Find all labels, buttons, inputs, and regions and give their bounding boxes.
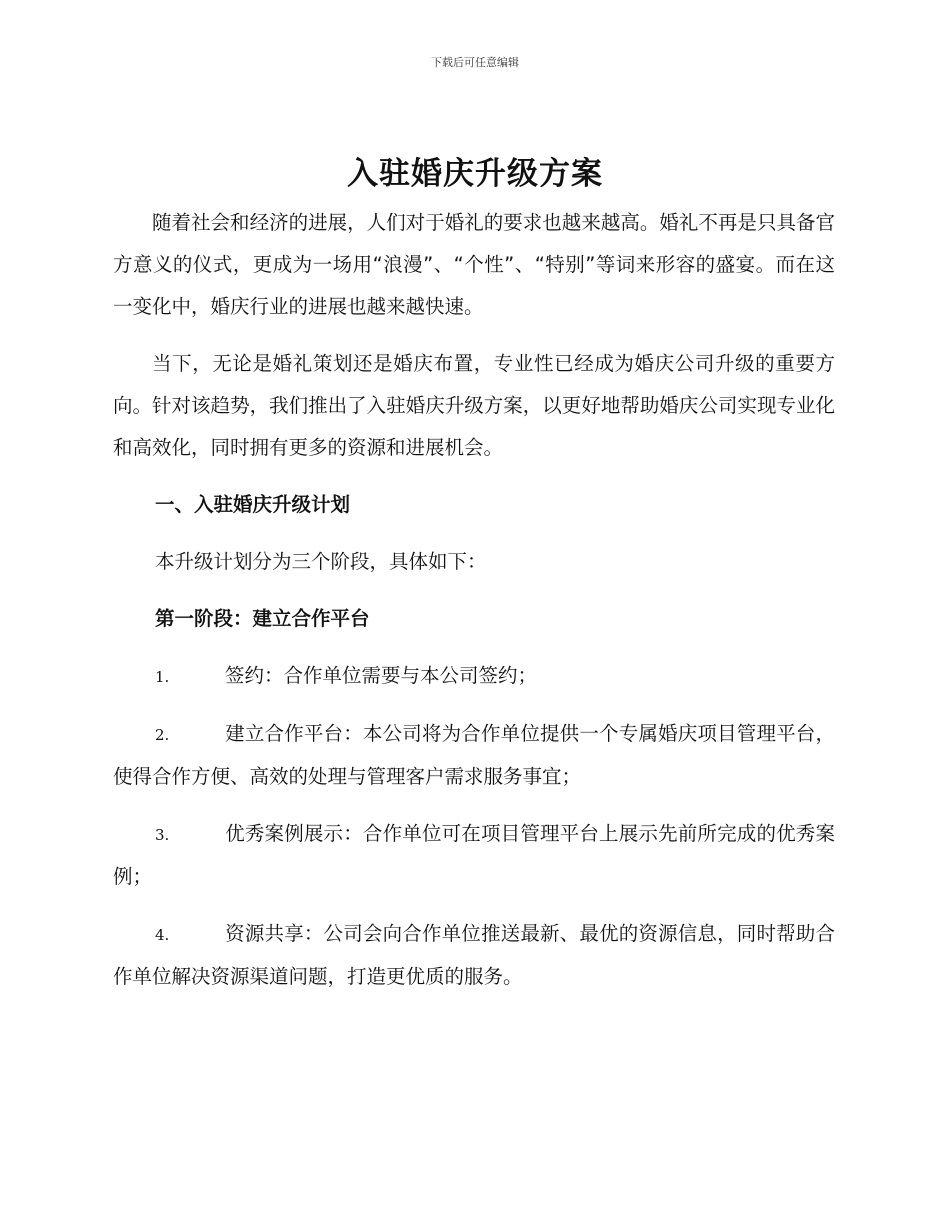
section-heading: 一、入驻婚庆升级计划 xyxy=(155,493,351,516)
list-number: 1. xyxy=(155,668,170,686)
paragraph: 随着社会和经济的进展，人们对于婚礼的要求也越来越高。婚礼不再是只具备官方意义的仪式，更成为一场用“浪漫”、“个性”、“特别”等词来形容的盛宴。而在这一变化中，婚庆行业的进展也越来越快速。 xyxy=(113,211,835,318)
list-item xyxy=(113,913,835,998)
paragraph: 当下，无论是婚礼策划还是婚庆布置，专业性已经成为婚庆公司升级的重要方向。针对该趋势，我们推出了入驻婚庆升级方案，以更好地帮助婚庆公司实现专业化和高效化，同时拥有更多的资源和进展机会。 xyxy=(113,352,835,459)
list-item xyxy=(113,813,835,898)
list-number: 2. xyxy=(155,726,170,744)
list-number: 4. xyxy=(155,926,170,944)
list-item xyxy=(113,655,835,698)
list-text: 资源共享：公司会向合作单位推送最新、最优的资源信息，同时帮助合作单位解决资源渠道问题，打造更优质的服务。 xyxy=(113,922,835,988)
document-title: 入驻婚庆升级方案 xyxy=(347,156,603,192)
list-text: 签约：合作单位需要与本公司签约； xyxy=(225,664,538,687)
list-text: 建立合作平台：本公司将为合作单位提供一个专属婚庆项目管理平台，使得合作方便、高效的处理与管理客户需求服务事宜； xyxy=(113,722,835,788)
page-header: 下载后可任意编辑 xyxy=(431,56,519,69)
section-intro: 本升级计划分为三个阶段，具体如下： xyxy=(155,550,487,573)
stage-heading: 第一阶段：建立合作平台 xyxy=(155,607,370,630)
list-text: 优秀案例展示：合作单位可在项目管理平台上展示先前所完成的优秀案例； xyxy=(113,822,835,888)
document-body xyxy=(113,202,835,1013)
list-item xyxy=(113,713,835,798)
list-number: 3. xyxy=(155,826,170,844)
